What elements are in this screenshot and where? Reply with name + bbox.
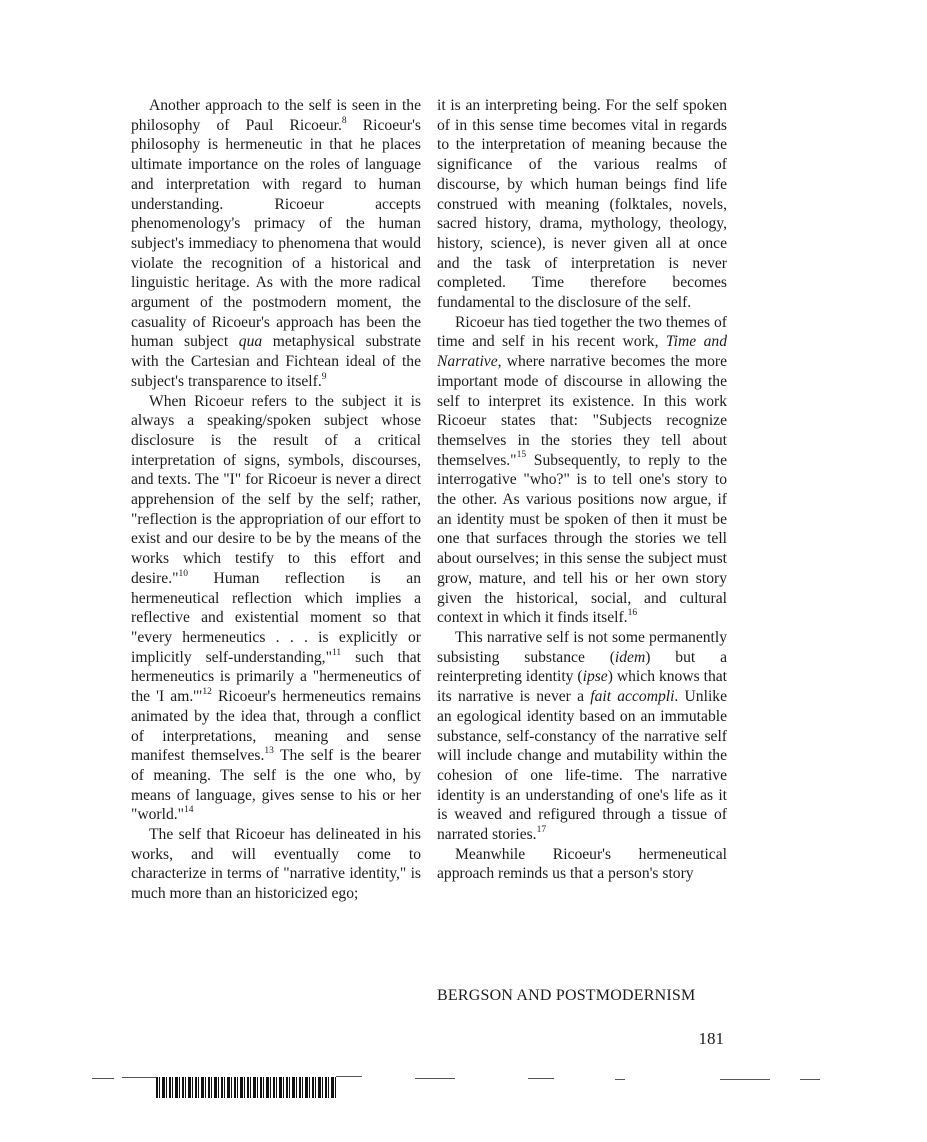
text-run: This narrative self is not some permanently subsisting substance ( <box>437 628 727 666</box>
footnote-ref: 10 <box>178 568 188 579</box>
italic-title: Time and Narrative <box>437 333 727 371</box>
page-number: 181 <box>698 1029 724 1048</box>
text-run: Subsequently, to reply to the interrogative "who?" is to tell one's story to the other. As various positions now argue, if an identity must be spoken of then it must be one that surfaces through the stories we tell about ourselves; in this sense the subject must grow, mature, and tell his or her own story given the historical, social, and cultural context in which it finds itself. <box>437 451 727 627</box>
text-run: ) but a reinterpreting identity ( <box>437 648 727 686</box>
text-run: The self is the bearer of meaning. The self is the one who, by means of language, gives sense to his or her "world." <box>131 747 421 824</box>
text-run: Human reflection is an hermeneutical reflection which implies a reflective and existential moment so that "every hermeneutics . . . is explicitly or implicitly self-understanding," <box>131 569 421 666</box>
italic-term: idem <box>614 648 646 666</box>
scan-artifact-lines <box>0 1072 927 1102</box>
text-run: , where narrative becomes the more important mode of discourse in allowing the self to interpret its existence. In this work Ricoeur states that: "Subjects recognize themselves in the stories they tell about themselves." <box>437 353 727 469</box>
text-run: Ricoeur has tied together the two themes of time and self in his recent work, <box>437 313 727 351</box>
text-run: Ricoeur's philosophy is hermeneutic in that he places ultimate importance on the roles of language and interpretation with regard to human understanding. Ricoeur accepts phenomenology's primacy of the human subject's immediacy to phenomena that would violate the recognition of a historical and linguistic heritage. As with the more radical argument of the postmodern moment, the casuality of Ricoeur's approach has been the human subject <box>131 116 421 351</box>
paragraph <box>437 628 727 845</box>
text-run: . Unlike an egological identity based on an immutable substance, self-constancy of the narrative self will include change and mutability within the cohesion of one life-time. The narrative identity is an understanding of one's life as it is weaved and refigured through a tissue of narrated stories. <box>437 688 727 844</box>
scan-dash <box>122 1077 158 1078</box>
paragraph <box>131 825 421 904</box>
footnote-ref: 15 <box>516 450 527 461</box>
italic-term: ipse <box>582 668 608 686</box>
scan-dash <box>615 1079 625 1080</box>
text-run: it is an interpreting being. For the self spoken of in this sense time becomes vital in regards to the interpretation of meaning because the significance of the various realms of discourse, by which human beings find life construed with meaning (folktales, novels, sacred history, drama, mythology, theology, history, science), is never given all at once and the task of interpretation is never completed. Time therefore becomes fundamental to the disclosure of the self. <box>437 97 727 312</box>
paragraph <box>437 845 727 884</box>
scan-dash <box>528 1078 554 1079</box>
text-run: Another approach to the self is seen in the philosophy of Paul Ricoeur. <box>131 97 421 134</box>
scan-dash <box>800 1079 820 1080</box>
right-text-column <box>437 96 727 884</box>
paragraph <box>437 313 727 628</box>
footnote-ref: 9 <box>321 371 327 382</box>
text-run: Ricoeur's hermeneutics remains animated by the idea that, through a conflict of interpretations, meaning and sense manifest themselves. <box>131 688 421 765</box>
scan-dash <box>415 1078 455 1079</box>
italic-term: qua <box>238 333 263 351</box>
footnote-ref: 14 <box>184 805 194 816</box>
left-text-column <box>131 96 421 904</box>
paragraph <box>131 392 421 825</box>
italic-term: fait accompli <box>590 688 675 706</box>
text-run: metaphysical substrate with the Cartesian and Fichtean ideal of the subject's transparence to itself. <box>131 333 421 390</box>
footnote-ref: 11 <box>331 647 342 658</box>
text-run: When Ricoeur refers to the subject it is always a speaking/spoken subject whose disclosure is the result of a critical interpretation of signs, symbols, discourses, and texts. The "I" for Ricoeur is never a direct apprehension of the self by the self; rather, "reflection is the appropriation of our effort to exist and our desire to be by the means of the works which testify to this effort and desire." <box>131 392 421 587</box>
footnote-ref: 16 <box>627 608 638 619</box>
scan-dash <box>336 1076 362 1077</box>
text-run: Meanwhile Ricoeur's hermeneutical approach reminds us that a person's story <box>437 845 727 883</box>
scan-dash <box>92 1078 114 1079</box>
text-run: The self that Ricoeur has delineated in his works, and will eventually come to characterize in terms of "narrative identity," is much more than an historicized ego; <box>131 826 421 903</box>
footnote-ref: 13 <box>264 746 274 757</box>
footnote-ref: 8 <box>341 115 347 126</box>
running-footer-title: BERGSON AND POSTMODERNISM <box>437 987 696 1004</box>
paragraph-continuation <box>437 96 727 313</box>
footnote-ref: 12 <box>202 686 212 697</box>
scan-dash <box>720 1079 770 1080</box>
barcode-artifact <box>156 1077 336 1098</box>
text-run: ) which knows that its narrative is never a <box>437 668 727 706</box>
text-run: such that hermeneutics is primarily a "hermeneutics of the 'I am.'" <box>131 648 422 706</box>
paragraph <box>131 96 421 392</box>
footnote-ref: 17 <box>536 824 547 835</box>
